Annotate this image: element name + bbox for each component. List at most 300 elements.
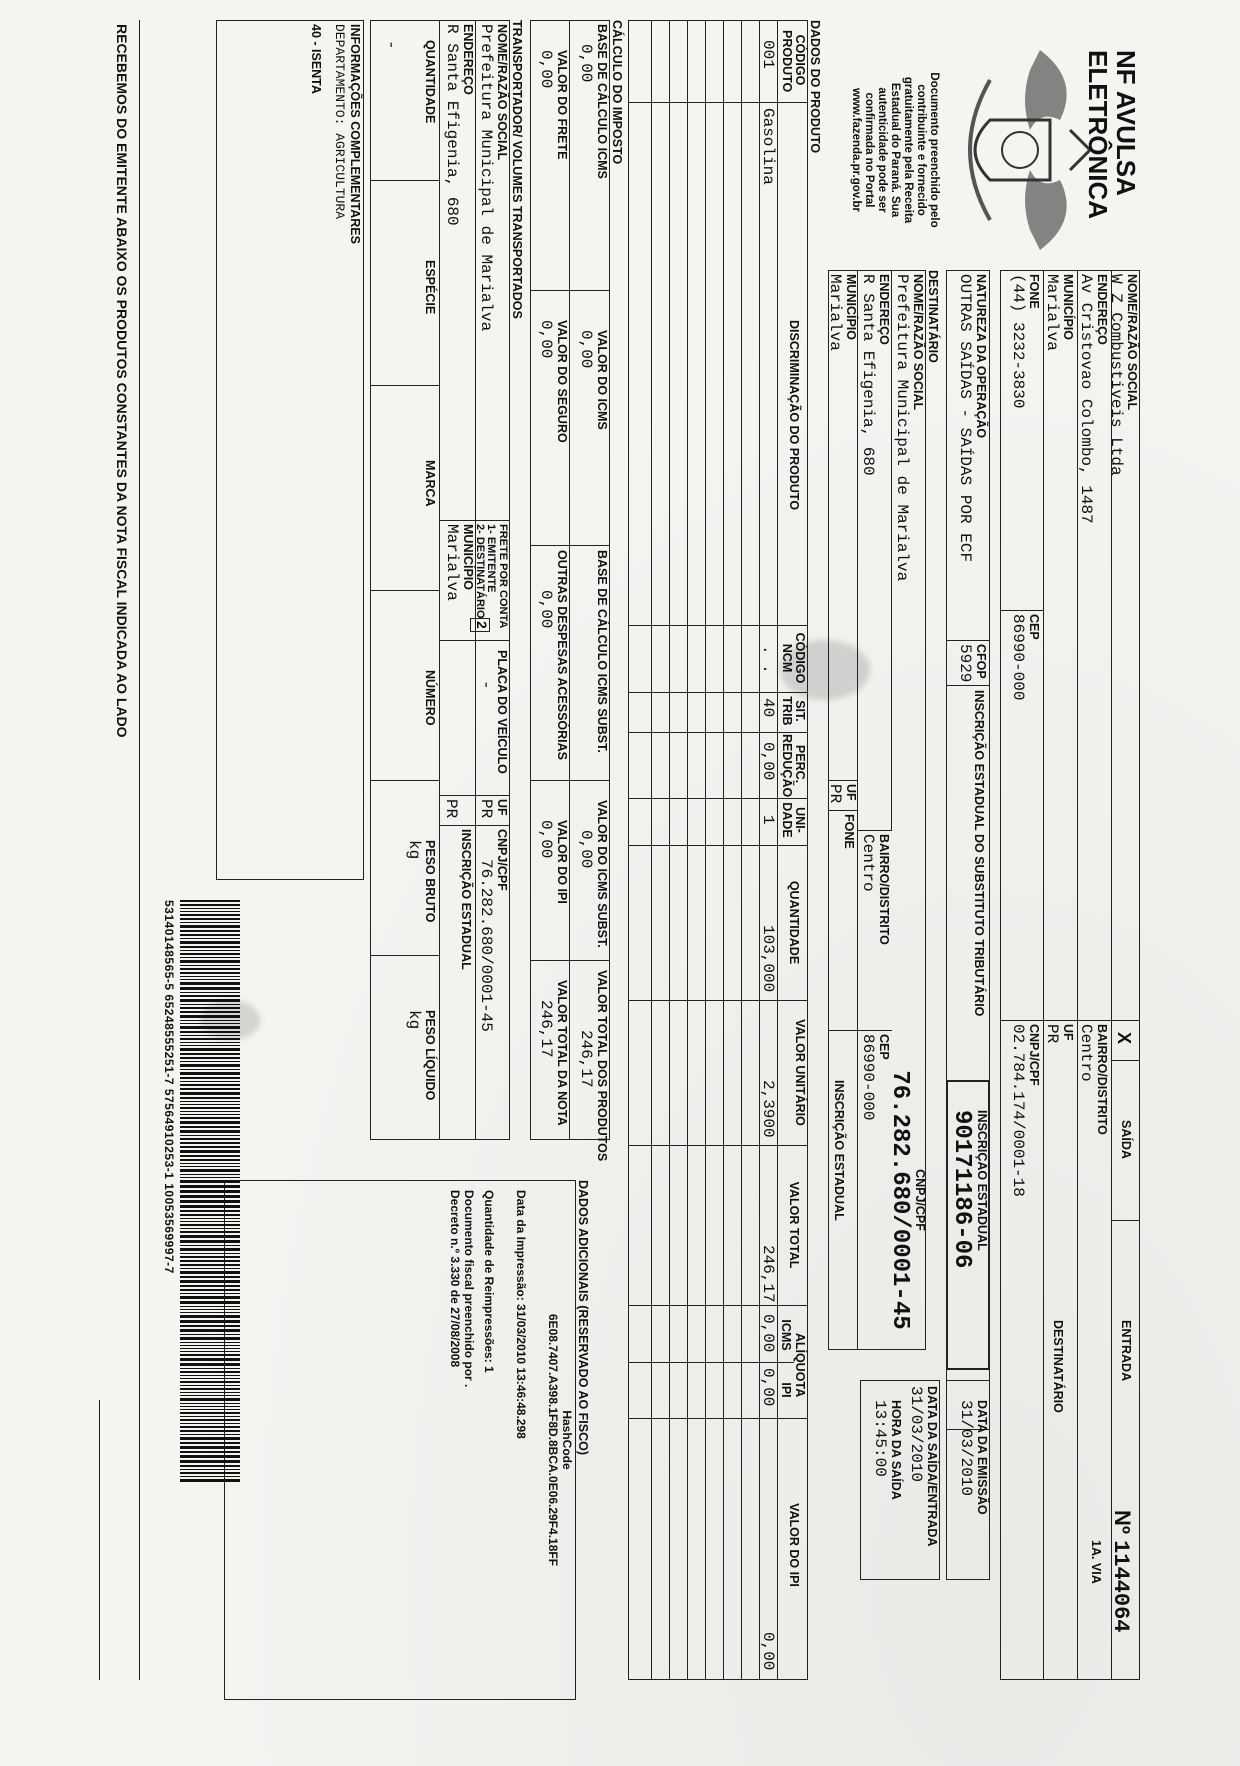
- row-codigo: 001: [759, 40, 777, 69]
- barcode-bar: [180, 911, 240, 912]
- transp-razao: [477, 24, 508, 331]
- barcode-bar: [180, 1228, 240, 1229]
- row-rule: [741, 20, 742, 1680]
- notice-line: gratuitamente pela Receita: [902, 76, 914, 224]
- transp-endereco: [443, 24, 474, 226]
- value: R Santa Efigenia, 680: [859, 274, 877, 476]
- authenticity-notice: [849, 40, 940, 260]
- barcode-bar: [180, 1107, 240, 1109]
- value: Marialva: [1043, 274, 1061, 351]
- barcode-bar: [180, 1117, 240, 1119]
- col-icms: ICMS: [779, 1319, 793, 1351]
- value: 86990-000: [1009, 614, 1027, 701]
- barcode-bar: [180, 1381, 240, 1383]
- barcode-bar: [180, 1446, 240, 1449]
- barcode-bar: [180, 1166, 240, 1167]
- value: Centro: [1077, 1024, 1095, 1082]
- value: 02.784.174/0001-18: [1009, 1024, 1027, 1197]
- barcode-bar: [180, 946, 240, 948]
- barcode-bar: [180, 1271, 240, 1274]
- value: 76.282.680/0001-45: [886, 1070, 913, 1330]
- dest-uf: [826, 784, 857, 803]
- dest-endereco: [859, 274, 890, 476]
- barcode-bar: [180, 1020, 240, 1021]
- barcode-bar: [180, 1195, 240, 1198]
- barcode-bar: [180, 1430, 240, 1432]
- barcode-digits: 53140148565-5 65248555251-7 57564910253-1 10053569997-7: [162, 900, 176, 1274]
- barcode-bar: [180, 1426, 240, 1428]
- divider: [946, 640, 990, 641]
- barcode-bar: [180, 1026, 240, 1029]
- label: OUTRAS DESPESAS ACESSÓRIAS: [555, 550, 569, 760]
- barcode-bar: [180, 1398, 240, 1401]
- barcode-bar: [180, 1423, 240, 1424]
- title-line2: ELETRÔNICA: [1083, 50, 1113, 219]
- barcode-bar: [180, 1469, 240, 1470]
- barcode-bar: [180, 1038, 240, 1040]
- complementares-line2: 40 - ISENTA: [309, 24, 323, 94]
- barcode-bar: [180, 1007, 240, 1009]
- label: FRETE POR CONTA: [497, 524, 509, 629]
- barcode-bar: [180, 1180, 240, 1183]
- value: -: [477, 680, 495, 690]
- label: VALOR DO FRETE: [555, 50, 569, 160]
- barcode-bar: [180, 908, 240, 909]
- number-prefix: Nº: [1110, 1510, 1135, 1534]
- notice-line: Documento preenchido pelo: [928, 72, 940, 228]
- row-rule: [651, 20, 652, 1680]
- barcode-bar: [180, 1285, 240, 1287]
- divider: [1112, 1220, 1140, 1221]
- barcode-bar: [180, 1329, 240, 1332]
- produtos-section-title: DADOS DO PRODUTO: [808, 20, 822, 154]
- row-rule: [723, 20, 724, 1680]
- emitente-uf: [1043, 1024, 1074, 1043]
- value: W Z Combustiveis Ltda: [1107, 274, 1125, 476]
- value: 0,00: [577, 830, 595, 869]
- divider: [530, 780, 610, 781]
- barcode-bar: [180, 999, 240, 1002]
- barcode-bar: [180, 1245, 240, 1246]
- label: DATA DA SAÍDA/ENTRADA: [925, 1386, 939, 1547]
- barcode-bar: [180, 1084, 240, 1086]
- data-saida: [907, 1386, 938, 1546]
- barcode-bar: [180, 1042, 240, 1043]
- value: PR: [826, 784, 844, 804]
- barcode-bar: [180, 1395, 240, 1396]
- value: Marialva: [826, 274, 844, 351]
- label: VALOR DO ICMS SUBST.: [595, 800, 609, 948]
- barcode-bar: [180, 1190, 240, 1193]
- barcode-bar: [180, 1150, 240, 1153]
- row-valor-ipi: 0,00: [759, 1632, 777, 1671]
- col-ncm: CÓDIGO NCM: [780, 632, 807, 684]
- print-date: Data da Impressão: 31/03/2010 13:46:48.298: [514, 1190, 528, 1439]
- barcode-bar: [180, 992, 240, 993]
- barcode-bar: [180, 938, 240, 939]
- divider: [828, 810, 858, 811]
- barcode-bar: [180, 1142, 240, 1144]
- col-sit-trib: SIT. TRIB: [780, 696, 807, 726]
- imposto-section-title: CÁLCULO DO IMPOSTO: [610, 20, 624, 165]
- label: NATUREZA DA OPERAÇÃO: [974, 274, 988, 439]
- numero-label: NÚMERO: [423, 670, 437, 726]
- divider: [1043, 270, 1044, 1680]
- emitente-cep: [1009, 614, 1040, 700]
- divider: [891, 270, 892, 830]
- label: VALOR DO IPI: [555, 820, 569, 904]
- barcode-bar: [180, 1442, 240, 1444]
- divider: [530, 290, 610, 291]
- emitente-cnpj: [1009, 1024, 1040, 1197]
- barcode-bar: [180, 1296, 240, 1299]
- adicionais-box: [224, 1180, 576, 1700]
- ie-substituto-label: INSCRIÇÃO ESTADUAL DO SUBSTITUTO TRIBUTÁRIO: [972, 690, 986, 1017]
- barcode-bar: [180, 1015, 240, 1018]
- barcode-bar: [180, 1035, 240, 1036]
- barcode-bar: [180, 953, 240, 955]
- barcode-bar: [180, 1169, 240, 1172]
- produtos-table: [628, 20, 808, 1680]
- barcode-bar: [180, 1121, 240, 1124]
- valor-icms: [577, 330, 608, 430]
- value: 90171186-06: [948, 1110, 975, 1269]
- col-perc: PERC. REDUÇÃO: [780, 734, 807, 798]
- value: kg: [405, 840, 423, 860]
- divider: [1000, 610, 1044, 611]
- value: OUTRAS SAÍDAS - SAÍDAS POR ECF: [956, 274, 974, 563]
- barcode-bar: [180, 1097, 240, 1099]
- divider: [628, 1362, 794, 1363]
- dest-razao: [893, 274, 924, 581]
- value: 76.282.680/0001-45: [477, 859, 495, 1032]
- notice-line: contribuinte e fornecido: [915, 84, 927, 216]
- barcode-bar: [180, 965, 240, 966]
- barcode-bar: [180, 1163, 240, 1164]
- barcode-bar: [180, 1081, 240, 1082]
- total-produtos: [577, 970, 608, 1161]
- barcode-bar: [180, 1114, 240, 1115]
- barcode-bar: [180, 918, 240, 920]
- value: 0,00: [537, 320, 555, 359]
- label: MUNICÍPIO: [461, 524, 475, 590]
- value: kg: [405, 1010, 423, 1030]
- decree-line: Decreto n.º 3.330 de 27/08/2008: [448, 1190, 462, 1368]
- value: 0,00: [577, 44, 595, 83]
- barcode-bar: [180, 900, 240, 902]
- barcode-bar: [180, 1472, 240, 1474]
- barcode-bar: [180, 1351, 240, 1352]
- barcode-bar: [180, 1045, 240, 1046]
- divider: [777, 20, 778, 1680]
- emitente-endereco: [1077, 274, 1108, 524]
- barcode-bar: [180, 1437, 240, 1440]
- barcode-bar: [180, 1260, 240, 1262]
- barcode-bar: [180, 1138, 240, 1140]
- transp-uf2: PR: [442, 799, 460, 819]
- emitente-razao: [1107, 274, 1138, 476]
- value: 86990-000: [859, 1034, 877, 1121]
- value: Marialva: [443, 524, 461, 601]
- barcode-bar: [180, 1337, 240, 1340]
- barcode-bar: [180, 1224, 240, 1226]
- title-line1: NF AVULSA: [1111, 50, 1141, 196]
- barcode-bar: [180, 1385, 240, 1386]
- barcode-bar: [180, 1218, 240, 1219]
- transp-cnpj: [477, 829, 508, 1032]
- barcode-bar: [180, 1064, 240, 1067]
- receipt-footer: RECEBEMOS DO EMITENTE ABAIXO OS PRODUTOS CONSTANTES DA NOTA FISCAL INDICADA AO LADO: [114, 24, 130, 738]
- divider: [628, 1418, 808, 1419]
- destinatario-section-title: DESTINATÁRIO: [926, 270, 940, 363]
- especie-label: ESPÉCIE: [423, 260, 437, 315]
- row-valor-total: 246,17: [759, 1245, 777, 1303]
- barcode-bar: [180, 1004, 240, 1005]
- barcode-bar: [180, 1174, 240, 1175]
- barcode-bar: [180, 1053, 240, 1055]
- barcode-bar: [180, 1185, 240, 1188]
- barcode-bar: [180, 1126, 240, 1128]
- divider: [628, 798, 808, 799]
- barcode-bar: [180, 950, 240, 951]
- notice-line: autenticidade pode ser: [876, 87, 888, 213]
- barcode-bar: [180, 1256, 240, 1258]
- decree-line: Documento fiscal preenchido por .: [462, 1190, 476, 1388]
- label: DATA DA EMISSÃO: [975, 1400, 989, 1515]
- data-emissao: [957, 1400, 988, 1515]
- barcode-bar: [180, 904, 240, 906]
- barcode-bar: [180, 1312, 240, 1313]
- label: PESO BRUTO: [423, 840, 437, 923]
- label: BASE DE CÁLCULO ICMS SUBST.: [595, 550, 609, 753]
- barcode-bar: [180, 914, 240, 916]
- barcode-bar: [180, 1460, 240, 1463]
- col-ipi: IPI: [779, 1382, 793, 1398]
- barcode-bar: [180, 1069, 240, 1070]
- barcode-bar: [180, 1088, 240, 1090]
- barcode-bar: [180, 925, 240, 928]
- value: 0,00: [537, 820, 555, 859]
- divider: [628, 1305, 808, 1306]
- divider: [628, 625, 808, 626]
- label: ENDEREÇO: [1095, 274, 1109, 345]
- label: MUNICÍPIO: [1061, 274, 1075, 340]
- transp-municipio: [443, 524, 474, 601]
- row-rule: [669, 20, 670, 1680]
- barcode-bar: [180, 1104, 240, 1105]
- barcode-bar: [180, 960, 240, 963]
- invoice-number: [1108, 1510, 1135, 1632]
- barcode-bar: [180, 1205, 240, 1208]
- divider: [440, 795, 510, 796]
- barcode-bar: [180, 1309, 240, 1310]
- barcode-bar: [180, 1200, 240, 1203]
- barcode-bar: [180, 1416, 240, 1417]
- barcode-bar: [180, 1358, 240, 1361]
- natureza-operacao: [956, 274, 987, 562]
- row-valor-unit: 2,3900: [759, 1080, 777, 1138]
- col-quantidade: QUANTIDADE: [787, 880, 801, 965]
- saida-checkmark: X: [1114, 1032, 1134, 1045]
- divider: [628, 732, 808, 733]
- valor-frete: [537, 50, 568, 160]
- invoice-sheet: [80, 20, 1140, 1760]
- row-quantidade: 103,000: [759, 925, 777, 993]
- inscricao-estadual: [948, 1110, 988, 1268]
- barcode-bar: [180, 1210, 240, 1212]
- quantidade-label: QUANTIDADE: [423, 40, 437, 124]
- adicionais-section-title: DADOS ADICIONAIS (RESERVADO AO FISCO): [576, 1180, 590, 1456]
- value: 13:45:00: [871, 1400, 889, 1477]
- barcode-bar: [180, 1392, 240, 1393]
- barcode-bar: [180, 1465, 240, 1467]
- col-valor-total: VALOR TOTAL: [787, 1181, 801, 1269]
- barcode-bar: [180, 1253, 240, 1254]
- divider: [440, 640, 510, 641]
- label: VALOR TOTAL DA NOTA: [555, 980, 569, 1126]
- complementares-title: INFORMAÇÕES COMPLEMENTARES: [348, 24, 362, 244]
- value: 0,00: [537, 50, 555, 89]
- notice-line: www.fazenda.pr.gov.br: [850, 88, 862, 212]
- barcode-bar: [180, 1348, 240, 1349]
- barcode-bar: [180, 1057, 240, 1059]
- barcode-bar: [180, 1146, 240, 1148]
- transp-uf: [477, 799, 508, 818]
- col-codigo: CÓDIGO PRODUTO: [780, 30, 807, 93]
- divider: [628, 845, 808, 846]
- dest-ie-label: INSCRIÇÃO ESTADUAL: [832, 1080, 846, 1221]
- row-descricao: Gasolina: [759, 108, 777, 185]
- base-icms: [577, 24, 608, 179]
- barcode-bar: [180, 1235, 240, 1238]
- cfop: [956, 644, 987, 682]
- entrada-label: ENTRADA: [1119, 1320, 1133, 1382]
- label: MUNICÍPIO: [844, 274, 858, 340]
- barcode-bar: [180, 1221, 240, 1222]
- label: BASE DE CÁLCULO ICMS: [595, 24, 609, 179]
- col-unidade: UNI- DADE: [780, 802, 807, 838]
- label: INSCRIÇÃO ESTADUAL: [975, 1110, 989, 1251]
- quantidade-value: -: [382, 40, 400, 50]
- barcode-bar: [180, 941, 240, 944]
- via-label: 1A. VIA: [1089, 1540, 1103, 1584]
- barcode-bar: [180, 1406, 240, 1407]
- divider: [370, 590, 440, 591]
- divider: [759, 20, 760, 1680]
- barcode-bar: [180, 1214, 240, 1216]
- col-valor-unit: VALOR UNITÁRIO: [793, 1019, 807, 1126]
- barcode-bar: [180, 1276, 240, 1278]
- barcode-bar: [180, 987, 240, 990]
- value: Prefeitura Municipal de Marialva: [477, 24, 495, 332]
- base-icms-subst: [595, 550, 608, 753]
- barcode-bar: [180, 1334, 240, 1335]
- divider: [440, 825, 510, 826]
- label: CNPJ/CPF: [495, 829, 509, 891]
- barcode-bar: [180, 1011, 240, 1013]
- barcode-bar: [180, 972, 240, 974]
- saida-label: SAÍDA: [1119, 1120, 1133, 1159]
- barcode-bar: [180, 1301, 240, 1304]
- label: VALOR DO ICMS: [595, 330, 609, 430]
- emitente-box: [1000, 270, 1140, 1680]
- barcode-bar: [180, 1451, 240, 1453]
- barcode-bar: [180, 1434, 240, 1435]
- label: VALOR TOTAL DOS PRODUTOS: [595, 970, 609, 1162]
- divider: [370, 955, 440, 956]
- barcode-bar: [180, 1240, 240, 1243]
- label: HORA DA SAÍDA: [889, 1400, 903, 1500]
- divider: [440, 520, 476, 521]
- barcode-bar: [180, 1354, 240, 1356]
- col-valor-ipi: VALOR DO IPI: [787, 1503, 801, 1587]
- dest-cnpj: [886, 1050, 926, 1350]
- barcode-bar: [180, 982, 240, 985]
- row-rule: [705, 20, 706, 1680]
- divider: [1078, 1020, 1140, 1021]
- barcode-bar: [180, 1159, 240, 1161]
- dest-fone-label: FONE: [842, 814, 856, 849]
- value: 31/03/2010: [957, 1400, 975, 1497]
- dest-bairro: [859, 834, 890, 945]
- col-aliquota: ALÍQUOTA: [793, 1332, 807, 1398]
- label: ENDEREÇO: [461, 24, 475, 95]
- barcode-bar: [180, 1289, 240, 1291]
- barcode-bar: [180, 934, 240, 936]
- divider: [370, 780, 440, 781]
- value: 31/03/2010: [907, 1386, 925, 1483]
- emitente-fone: [1009, 274, 1040, 408]
- barcode-bar: [180, 1419, 240, 1421]
- divider: [439, 20, 440, 1140]
- divider: [569, 20, 570, 1140]
- barcode-bar: [180, 1092, 240, 1095]
- emitente-bairro: [1077, 1024, 1108, 1135]
- barcode-bar: [180, 930, 240, 932]
- barcode-bar: [180, 1375, 240, 1376]
- valor-icms-subst: [577, 800, 608, 948]
- divider: [858, 1030, 892, 1031]
- value: R Santa Efigenia, 680: [443, 24, 461, 226]
- label: UF: [844, 784, 858, 801]
- value: 246,17: [537, 1000, 555, 1058]
- barcode-bar: [180, 1368, 240, 1369]
- barcode-bar: [180, 1479, 240, 1482]
- hashcode-value: 6E08.7407.A398.1F8D.8BCA.0E06.29F4.18FF: [546, 1313, 560, 1567]
- barcode-bar: [180, 1023, 240, 1024]
- row-sit: 40: [759, 698, 777, 718]
- parana-coat-of-arms-logo: [950, 40, 1100, 260]
- barcode-bar: [180, 979, 240, 980]
- barcode-bar: [180, 976, 240, 977]
- reprint-count: Quantidade de Reimpressões: 1: [482, 1190, 496, 1373]
- barcode-bar: [180, 1476, 240, 1477]
- barcode-bar: [180, 1155, 240, 1157]
- value: Centro: [859, 834, 877, 892]
- label: BAIRRO/DISTRITO: [1095, 1024, 1109, 1135]
- divider: [946, 685, 990, 686]
- label: VALOR DO SEGURO: [555, 320, 569, 443]
- barcode-bar: [180, 968, 240, 970]
- valor-seguro: [537, 320, 568, 443]
- divider: [828, 780, 858, 781]
- option: 1- EMITENTE: [485, 524, 498, 593]
- value: 246,17: [577, 1030, 595, 1088]
- barcode-bar: [180, 1048, 240, 1051]
- destinatario-copy-label: DESTINATÁRIO: [1051, 1320, 1065, 1413]
- barcode-bar: [180, 1248, 240, 1251]
- barcode-bar: [180, 1388, 240, 1390]
